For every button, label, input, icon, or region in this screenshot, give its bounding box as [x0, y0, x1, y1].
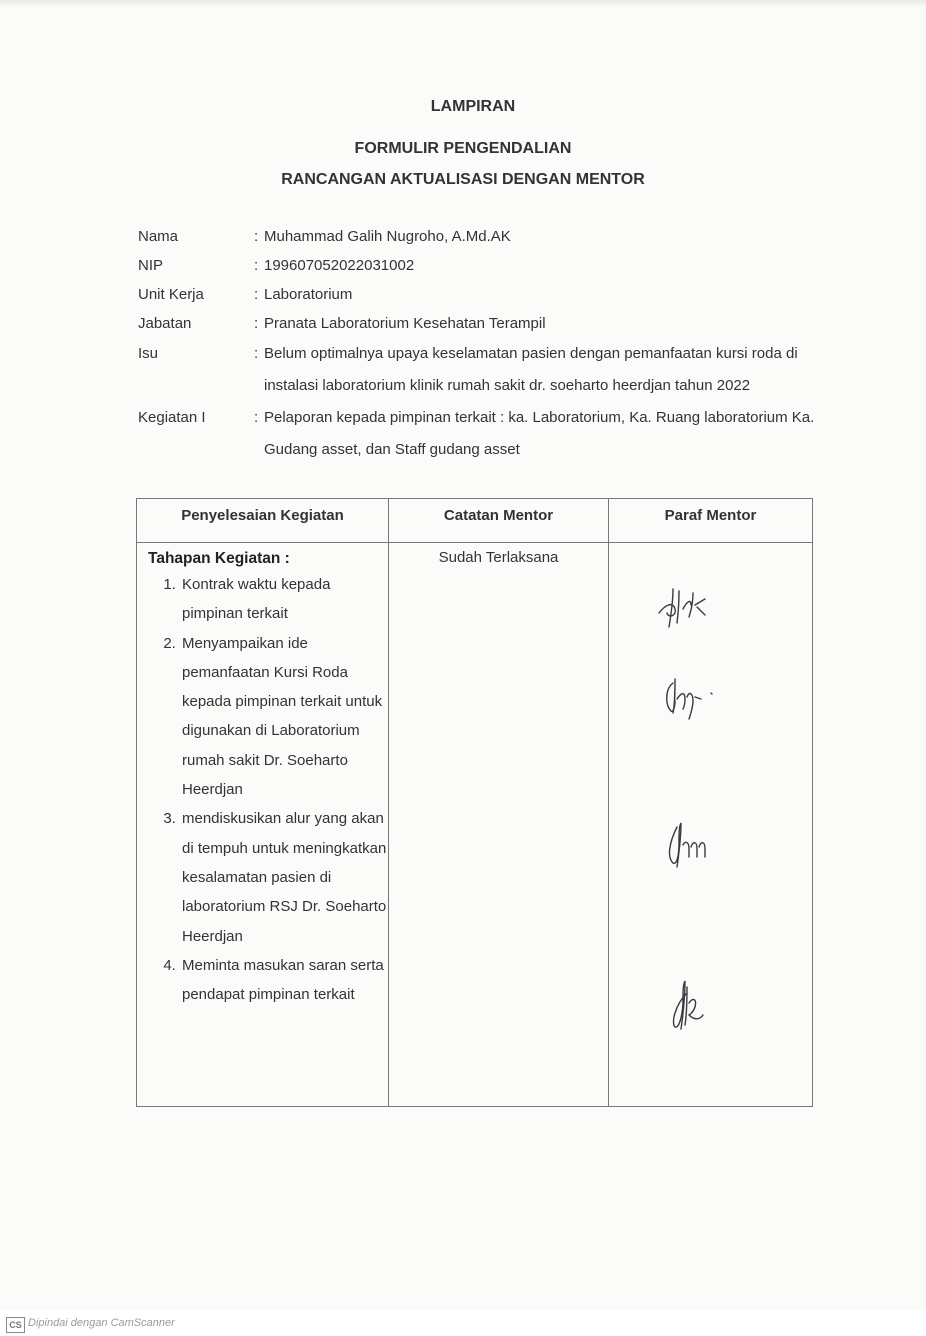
- form-title: FORMULIR PENGENDALIAN: [354, 140, 572, 157]
- step-item: 1. Kontrak waktu kepada pimpinan terkait: [180, 570, 387, 629]
- identity-info: [138, 222, 818, 466]
- info-label: Nama: [138, 228, 179, 245]
- colon: :: [254, 228, 259, 245]
- form-subtitle: RANCANGAN AKTUALISASI DENGAN MENTOR: [281, 171, 645, 188]
- info-row-kegiatan: [138, 402, 818, 466]
- table-header-row: [137, 499, 813, 543]
- info-row-isu: [138, 338, 818, 402]
- steps-list: [138, 570, 387, 1009]
- signature-1: [653, 575, 723, 635]
- info-value: Pelaporan kepada pimpinan terkait : ka. Laboratorium, Ka. Ruang laboratorium Ka. Gudang asset, dan Staff gudang asset: [264, 409, 815, 458]
- signature-2: [659, 663, 729, 723]
- steps-cell: [137, 543, 389, 1107]
- colon: :: [254, 286, 259, 303]
- info-value: Belum optimalnya upaya keselamatan pasien dengan pemanfaatan kursi roda di instalasi laboratorium klinik rumah sakit dr. soeharto heerdjan tahun 2022: [264, 345, 798, 394]
- table-row: [137, 543, 813, 1107]
- mentor-note: Sudah Terlaksana: [438, 549, 559, 566]
- info-row-jabatan: [138, 309, 818, 338]
- step-item: 2. Menyampaikan ide pemanfaatan Kursi Roda kepada pimpinan terkait untuk digunakan di Laboratorium rumah sakit Dr. Soeharto Heerdjan: [180, 629, 387, 805]
- step-item: 3. mendiskusikan alur yang akan di tempuh untuk meningkatkan kesalamatan pasien di laboratorium RSJ Dr. Soeharto Heerdjan: [180, 804, 387, 950]
- header-catatan: Catatan Mentor: [389, 499, 609, 543]
- info-label: NIP: [138, 257, 164, 274]
- signature-4: [665, 975, 735, 1035]
- attachment-title: LAMPIRAN: [430, 98, 516, 115]
- info-value: Pranata Laboratorium Kesehatan Terampil: [264, 315, 546, 332]
- info-value: Muhammad Galih Nugroho, A.Md.AK: [264, 228, 511, 245]
- colon: :: [254, 257, 259, 274]
- info-row-nip: [138, 251, 818, 280]
- steps-heading: Tahapan Kegiatan :: [148, 550, 290, 567]
- colon: :: [254, 315, 259, 332]
- info-value: Laboratorium: [264, 286, 353, 303]
- header-paraf: Paraf Mentor: [609, 499, 813, 543]
- info-label: Kegiatan I: [138, 409, 206, 426]
- signature-cell: [609, 543, 813, 1107]
- step-item: 4. Meminta masukan saran serta pendapat pimpinan terkait: [180, 951, 387, 1010]
- header-penyelesaian: Penyelesaian Kegiatan: [137, 499, 389, 543]
- info-label: Jabatan: [138, 315, 192, 332]
- info-label: Unit Kerja: [138, 286, 204, 303]
- scanner-footer: [0, 1310, 926, 1336]
- camscanner-logo: CS: [6, 1317, 25, 1333]
- mentor-note-cell: [389, 543, 609, 1107]
- info-label: Isu: [138, 345, 159, 362]
- scan-edge-shadow: [0, 0, 926, 8]
- info-value: 199607052022031002: [264, 257, 415, 274]
- colon: :: [254, 345, 259, 362]
- signature-3: [659, 813, 729, 873]
- control-table: [136, 498, 813, 1107]
- info-row-nama: [138, 222, 818, 251]
- info-row-unit-kerja: [138, 280, 818, 309]
- colon: :: [254, 409, 259, 426]
- camscanner-label: Dipindai dengan CamScanner: [28, 1317, 175, 1329]
